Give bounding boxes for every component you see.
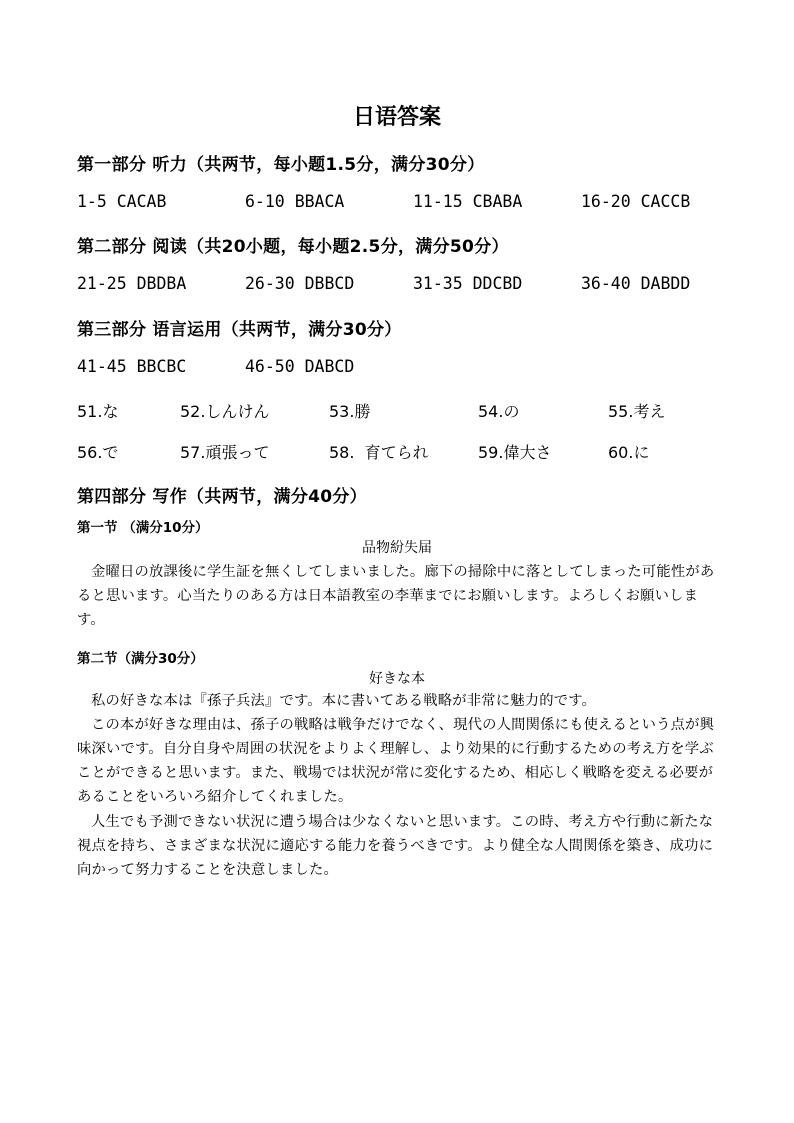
answer-letters: DABDD — [640, 274, 691, 293]
answer-group-9 — [77, 357, 186, 376]
fill-answer: 59.偉大さ — [478, 443, 552, 462]
answer-group-1 — [77, 192, 166, 211]
answer-group-5 — [77, 274, 186, 293]
answer-letters: DDCBD — [472, 274, 523, 293]
fill-answer: 55.考え — [608, 402, 666, 421]
answer-range: 11-15 — [413, 192, 463, 211]
fill-answer: 57.頑張って — [180, 443, 270, 462]
answer-range: 16-20 — [581, 192, 631, 211]
answer-letters: CACAB — [116, 192, 167, 211]
answer-range: 31-35 — [413, 274, 463, 293]
answer-group-8 — [581, 274, 690, 293]
section1-subtitle: 品物紛失届 — [362, 540, 432, 556]
answer-letters: DBBCD — [304, 274, 355, 293]
answer-group-10 — [245, 357, 354, 376]
fill-answer: 56.で — [77, 443, 119, 462]
answer-letters: DABCD — [304, 357, 355, 376]
answer-letters: CACCB — [640, 192, 691, 211]
answer-range: 26-30 — [245, 274, 295, 293]
part3-heading: 第三部分 语言运用（共两节，满分30分） — [77, 320, 402, 340]
answer-range: 1-5 — [77, 192, 107, 211]
section1-heading: 第一节 （满分10分） — [77, 520, 209, 536]
answer-group-3 — [413, 192, 522, 211]
part2-heading: 第二部分 阅读（共20小题，每小题2.5分，满分50分） — [77, 237, 509, 257]
section2-subtitle: 好きな本 — [369, 671, 425, 687]
answer-group-2 — [245, 192, 344, 211]
fill-answer: 54.の — [478, 402, 520, 421]
answer-range: 6-10 — [245, 192, 285, 211]
fill-answer: 52.しんけん — [180, 402, 270, 421]
answer-group-4 — [581, 192, 690, 211]
section2-paragraph-3: 人生でも予測できない状況に遭う場合は少なくないと思います。この時、考え方や行動に新たな視点を持ち、さまざまな状況に適応する能力を養うべきです。より健全な人間関係を築き、成功に向かって努力することを決意しました。 — [77, 814, 714, 878]
answer-range: 36-40 — [581, 274, 631, 293]
answer-range: 46-50 — [245, 357, 295, 376]
part1-heading: 第一部分 听力（共两节，每小题1.5分，满分30分） — [77, 155, 485, 175]
section2-paragraph-1: 私の好きな本は『孫子兵法』です。本に書いてある戦略が非常に魅力的です。 — [91, 693, 597, 709]
answer-range: 41-45 — [77, 357, 127, 376]
answer-group-6 — [245, 274, 354, 293]
answer-range: 21-25 — [77, 274, 127, 293]
section1-text: 金曜日の放課後に学生証を無くしてしまいました。廊下の掃除中に落としてしまった可能性があると思います。心当たりのある方は日本語教室の李華までにお願いします。よろしくお願いします。 — [77, 564, 715, 628]
part4-heading: 第四部分 写作（共两节，满分40分） — [77, 487, 367, 507]
fill-answer: 58. 育てられ — [329, 443, 429, 462]
section2-heading: 第二节（满分30分） — [77, 651, 204, 667]
fill-answer: 60.に — [608, 443, 650, 462]
answer-letters: DBDBA — [136, 274, 187, 293]
fill-answer: 53.勝 — [329, 402, 371, 421]
page-title: 日语答案 — [352, 105, 441, 130]
fill-answer: 51.な — [77, 402, 119, 421]
answer-letters: BBACA — [294, 192, 345, 211]
answer-letters: CBABA — [472, 192, 523, 211]
answer-letters: BBCBC — [136, 357, 187, 376]
section2-paragraph-2: この本が好きな理由は、孫子の戦略は戦争だけでなく、現代の人間関係にも使えるという点が興味深いです。自分自身や周囲の状況をよりよく理解し、より効果的に行動するための考え方を学ぶことができると思います。また、戦場では状況が常に変化するため、相応しく戦略を変える必要があることをいろいろ紹介してくれました。 — [77, 717, 715, 805]
answer-group-7 — [413, 274, 522, 293]
